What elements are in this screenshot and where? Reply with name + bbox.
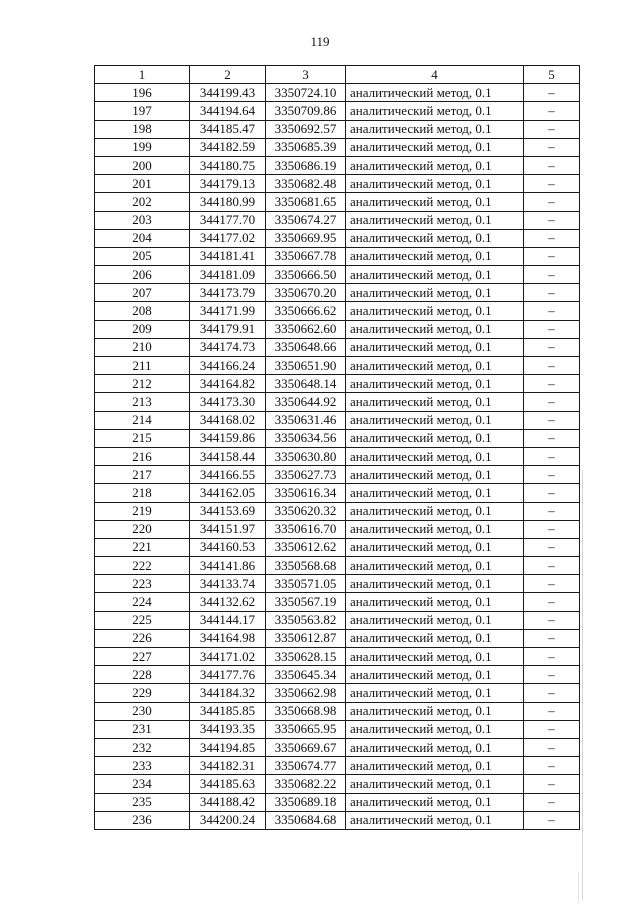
coordinates-table-container: [94, 65, 580, 830]
y-coordinate-cell: 3350681.65: [266, 193, 346, 211]
method-cell: аналитический метод, 0.1: [346, 84, 524, 102]
note-cell: –: [524, 520, 580, 538]
note-cell: –: [524, 629, 580, 647]
x-coordinate-cell: 344171.99: [190, 302, 266, 320]
x-coordinate-cell: 344200.24: [190, 811, 266, 829]
method-cell: аналитический метод, 0.1: [346, 357, 524, 375]
y-coordinate-cell: 3350620.32: [266, 502, 346, 520]
x-coordinate-cell: 344184.32: [190, 684, 266, 702]
table-row: [95, 575, 580, 593]
note-cell: –: [524, 302, 580, 320]
point-number-cell: 213: [95, 393, 190, 411]
method-cell: аналитический метод, 0.1: [346, 648, 524, 666]
method-cell: аналитический метод, 0.1: [346, 266, 524, 284]
y-coordinate-cell: 3350682.48: [266, 175, 346, 193]
table-row: [95, 247, 580, 265]
table-row: [95, 611, 580, 629]
y-coordinate-cell: 3350628.15: [266, 648, 346, 666]
x-coordinate-cell: 344177.76: [190, 666, 266, 684]
method-cell: аналитический метод, 0.1: [346, 320, 524, 338]
point-number-cell: 220: [95, 520, 190, 538]
table-row: [95, 284, 580, 302]
x-coordinate-cell: 344182.59: [190, 138, 266, 156]
note-cell: –: [524, 120, 580, 138]
point-number-cell: 221: [95, 538, 190, 556]
note-cell: –: [524, 466, 580, 484]
point-number-cell: 219: [95, 502, 190, 520]
method-cell: аналитический метод, 0.1: [346, 593, 524, 611]
note-cell: –: [524, 757, 580, 775]
point-number-cell: 201: [95, 175, 190, 193]
x-coordinate-cell: 344177.70: [190, 211, 266, 229]
note-cell: –: [524, 84, 580, 102]
y-coordinate-cell: 3350667.78: [266, 247, 346, 265]
table-row: [95, 338, 580, 356]
point-number-cell: 236: [95, 811, 190, 829]
table-row: [95, 429, 580, 447]
table-row: [95, 520, 580, 538]
point-number-cell: 223: [95, 575, 190, 593]
point-number-cell: 222: [95, 557, 190, 575]
y-coordinate-cell: 3350644.92: [266, 393, 346, 411]
method-cell: аналитический метод, 0.1: [346, 156, 524, 174]
method-cell: аналитический метод, 0.1: [346, 193, 524, 211]
point-number-cell: 215: [95, 429, 190, 447]
scan-edge-line-lower: [578, 872, 579, 902]
table-row: [95, 84, 580, 102]
note-cell: –: [524, 284, 580, 302]
method-cell: аналитический метод, 0.1: [346, 666, 524, 684]
x-coordinate-cell: 344180.75: [190, 156, 266, 174]
x-coordinate-cell: 344177.02: [190, 229, 266, 247]
note-cell: –: [524, 557, 580, 575]
method-cell: аналитический метод, 0.1: [346, 375, 524, 393]
point-number-cell: 228: [95, 666, 190, 684]
table-row: [95, 775, 580, 793]
method-cell: аналитический метод, 0.1: [346, 447, 524, 465]
table-row: [95, 175, 580, 193]
x-coordinate-cell: 344164.82: [190, 375, 266, 393]
y-coordinate-cell: 3350567.19: [266, 593, 346, 611]
table-row: [95, 648, 580, 666]
point-number-cell: 229: [95, 684, 190, 702]
method-cell: аналитический метод, 0.1: [346, 466, 524, 484]
y-coordinate-cell: 3350651.90: [266, 357, 346, 375]
x-coordinate-cell: 344153.69: [190, 502, 266, 520]
method-cell: аналитический метод, 0.1: [346, 338, 524, 356]
y-coordinate-cell: 3350645.34: [266, 666, 346, 684]
y-coordinate-cell: 3350669.67: [266, 738, 346, 756]
table-row: [95, 266, 580, 284]
y-coordinate-cell: 3350665.95: [266, 720, 346, 738]
table-row: [95, 738, 580, 756]
note-cell: –: [524, 575, 580, 593]
y-coordinate-cell: 3350630.80: [266, 447, 346, 465]
method-cell: аналитический метод, 0.1: [346, 302, 524, 320]
point-number-cell: 230: [95, 702, 190, 720]
method-cell: аналитический метод, 0.1: [346, 702, 524, 720]
method-cell: аналитический метод, 0.1: [346, 484, 524, 502]
method-cell: аналитический метод, 0.1: [346, 502, 524, 520]
point-number-cell: 202: [95, 193, 190, 211]
table-row: [95, 447, 580, 465]
table-row: [95, 538, 580, 556]
x-coordinate-cell: 344158.44: [190, 447, 266, 465]
note-cell: –: [524, 593, 580, 611]
method-cell: аналитический метод, 0.1: [346, 175, 524, 193]
y-coordinate-cell: 3350670.20: [266, 284, 346, 302]
table-row: [95, 357, 580, 375]
point-number-cell: 216: [95, 447, 190, 465]
note-cell: –: [524, 684, 580, 702]
x-coordinate-cell: 344174.73: [190, 338, 266, 356]
point-number-cell: 214: [95, 411, 190, 429]
note-cell: –: [524, 429, 580, 447]
note-cell: –: [524, 138, 580, 156]
y-coordinate-cell: 3350612.87: [266, 629, 346, 647]
point-number-cell: 200: [95, 156, 190, 174]
method-cell: аналитический метод, 0.1: [346, 520, 524, 538]
y-coordinate-cell: 3350684.68: [266, 811, 346, 829]
x-coordinate-cell: 344180.99: [190, 193, 266, 211]
x-coordinate-cell: 344164.98: [190, 629, 266, 647]
note-cell: –: [524, 411, 580, 429]
y-coordinate-cell: 3350616.34: [266, 484, 346, 502]
note-cell: –: [524, 738, 580, 756]
y-coordinate-cell: 3350662.60: [266, 320, 346, 338]
y-coordinate-cell: 3350631.46: [266, 411, 346, 429]
y-coordinate-cell: 3350682.22: [266, 775, 346, 793]
note-cell: –: [524, 775, 580, 793]
note-cell: –: [524, 375, 580, 393]
x-coordinate-cell: 344141.86: [190, 557, 266, 575]
y-coordinate-cell: 3350568.68: [266, 557, 346, 575]
method-cell: аналитический метод, 0.1: [346, 811, 524, 829]
method-cell: аналитический метод, 0.1: [346, 538, 524, 556]
y-coordinate-cell: 3350674.27: [266, 211, 346, 229]
note-cell: –: [524, 102, 580, 120]
note-cell: –: [524, 156, 580, 174]
y-coordinate-cell: 3350686.19: [266, 156, 346, 174]
point-number-cell: 211: [95, 357, 190, 375]
x-coordinate-cell: 344173.30: [190, 393, 266, 411]
y-coordinate-cell: 3350666.62: [266, 302, 346, 320]
method-cell: аналитический метод, 0.1: [346, 775, 524, 793]
x-coordinate-cell: 344166.24: [190, 357, 266, 375]
x-coordinate-cell: 344173.79: [190, 284, 266, 302]
note-cell: –: [524, 393, 580, 411]
x-coordinate-cell: 344194.64: [190, 102, 266, 120]
table-row: [95, 484, 580, 502]
method-cell: аналитический метод, 0.1: [346, 720, 524, 738]
y-coordinate-cell: 3350616.70: [266, 520, 346, 538]
x-coordinate-cell: 344151.97: [190, 520, 266, 538]
header-col-5: 5: [524, 66, 580, 84]
note-cell: –: [524, 793, 580, 811]
x-coordinate-cell: 344181.41: [190, 247, 266, 265]
note-cell: –: [524, 811, 580, 829]
x-coordinate-cell: 344166.55: [190, 466, 266, 484]
table-row: [95, 102, 580, 120]
table-row: [95, 302, 580, 320]
method-cell: аналитический метод, 0.1: [346, 429, 524, 447]
y-coordinate-cell: 3350612.62: [266, 538, 346, 556]
point-number-cell: 204: [95, 229, 190, 247]
note-cell: –: [524, 229, 580, 247]
point-number-cell: 227: [95, 648, 190, 666]
x-coordinate-cell: 344159.86: [190, 429, 266, 447]
point-number-cell: 208: [95, 302, 190, 320]
method-cell: аналитический метод, 0.1: [346, 611, 524, 629]
y-coordinate-cell: 3350666.50: [266, 266, 346, 284]
table-row: [95, 320, 580, 338]
point-number-cell: 197: [95, 102, 190, 120]
point-number-cell: 196: [95, 84, 190, 102]
method-cell: аналитический метод, 0.1: [346, 411, 524, 429]
method-cell: аналитический метод, 0.1: [346, 211, 524, 229]
point-number-cell: 235: [95, 793, 190, 811]
y-coordinate-cell: 3350674.77: [266, 757, 346, 775]
table-row: [95, 684, 580, 702]
x-coordinate-cell: 344188.42: [190, 793, 266, 811]
table-row: [95, 393, 580, 411]
y-coordinate-cell: 3350648.66: [266, 338, 346, 356]
method-cell: аналитический метод, 0.1: [346, 793, 524, 811]
x-coordinate-cell: 344168.02: [190, 411, 266, 429]
method-cell: аналитический метод, 0.1: [346, 629, 524, 647]
page-number: 119: [310, 34, 330, 49]
y-coordinate-cell: 3350563.82: [266, 611, 346, 629]
method-cell: аналитический метод, 0.1: [346, 102, 524, 120]
y-coordinate-cell: 3350685.39: [266, 138, 346, 156]
y-coordinate-cell: 3350689.18: [266, 793, 346, 811]
note-cell: –: [524, 611, 580, 629]
method-cell: аналитический метод, 0.1: [346, 229, 524, 247]
note-cell: –: [524, 648, 580, 666]
coordinates-table: [94, 65, 580, 830]
x-coordinate-cell: 344160.53: [190, 538, 266, 556]
x-coordinate-cell: 344162.05: [190, 484, 266, 502]
method-cell: аналитический метод, 0.1: [346, 138, 524, 156]
method-cell: аналитический метод, 0.1: [346, 557, 524, 575]
y-coordinate-cell: 3350668.98: [266, 702, 346, 720]
table-row: [95, 811, 580, 829]
y-coordinate-cell: 3350662.98: [266, 684, 346, 702]
header-col-1: 1: [95, 66, 190, 84]
note-cell: –: [524, 175, 580, 193]
x-coordinate-cell: 344185.47: [190, 120, 266, 138]
table-row: [95, 757, 580, 775]
note-cell: –: [524, 502, 580, 520]
note-cell: –: [524, 484, 580, 502]
x-coordinate-cell: 344185.85: [190, 702, 266, 720]
y-coordinate-cell: 3350627.73: [266, 466, 346, 484]
method-cell: аналитический метод, 0.1: [346, 684, 524, 702]
x-coordinate-cell: 344193.35: [190, 720, 266, 738]
note-cell: –: [524, 447, 580, 465]
table-row: [95, 138, 580, 156]
method-cell: аналитический метод, 0.1: [346, 120, 524, 138]
table-row: [95, 375, 580, 393]
x-coordinate-cell: 344182.31: [190, 757, 266, 775]
table-row: [95, 502, 580, 520]
table-row: [95, 666, 580, 684]
table-header: [95, 66, 580, 84]
point-number-cell: 226: [95, 629, 190, 647]
x-coordinate-cell: 344199.43: [190, 84, 266, 102]
note-cell: –: [524, 357, 580, 375]
table-row: [95, 793, 580, 811]
x-coordinate-cell: 344194.85: [190, 738, 266, 756]
point-number-cell: 212: [95, 375, 190, 393]
point-number-cell: 205: [95, 247, 190, 265]
y-coordinate-cell: 3350669.95: [266, 229, 346, 247]
table-row: [95, 120, 580, 138]
x-coordinate-cell: 344133.74: [190, 575, 266, 593]
y-coordinate-cell: 3350571.05: [266, 575, 346, 593]
scan-edge-line: [582, 470, 583, 900]
table-body: [95, 84, 580, 830]
x-coordinate-cell: 344179.91: [190, 320, 266, 338]
table-row: [95, 193, 580, 211]
header-row: [95, 66, 580, 84]
point-number-cell: 232: [95, 738, 190, 756]
point-number-cell: 233: [95, 757, 190, 775]
table-row: [95, 156, 580, 174]
method-cell: аналитический метод, 0.1: [346, 247, 524, 265]
point-number-cell: 210: [95, 338, 190, 356]
y-coordinate-cell: 3350648.14: [266, 375, 346, 393]
table-row: [95, 702, 580, 720]
point-number-cell: 199: [95, 138, 190, 156]
table-row: [95, 229, 580, 247]
note-cell: –: [524, 338, 580, 356]
note-cell: –: [524, 702, 580, 720]
note-cell: –: [524, 211, 580, 229]
table-row: [95, 557, 580, 575]
note-cell: –: [524, 193, 580, 211]
x-coordinate-cell: 344132.62: [190, 593, 266, 611]
point-number-cell: 207: [95, 284, 190, 302]
note-cell: –: [524, 266, 580, 284]
point-number-cell: 218: [95, 484, 190, 502]
point-number-cell: 231: [95, 720, 190, 738]
note-cell: –: [524, 320, 580, 338]
point-number-cell: 225: [95, 611, 190, 629]
point-number-cell: 209: [95, 320, 190, 338]
point-number-cell: 203: [95, 211, 190, 229]
x-coordinate-cell: 344171.02: [190, 648, 266, 666]
header-col-4: 4: [346, 66, 524, 84]
method-cell: аналитический метод, 0.1: [346, 575, 524, 593]
x-coordinate-cell: 344179.13: [190, 175, 266, 193]
table-row: [95, 466, 580, 484]
header-col-3: 3: [266, 66, 346, 84]
y-coordinate-cell: 3350709.86: [266, 102, 346, 120]
header-col-2: 2: [190, 66, 266, 84]
y-coordinate-cell: 3350724.10: [266, 84, 346, 102]
y-coordinate-cell: 3350634.56: [266, 429, 346, 447]
method-cell: аналитический метод, 0.1: [346, 284, 524, 302]
point-number-cell: 224: [95, 593, 190, 611]
note-cell: –: [524, 538, 580, 556]
method-cell: аналитический метод, 0.1: [346, 738, 524, 756]
point-number-cell: 206: [95, 266, 190, 284]
note-cell: –: [524, 720, 580, 738]
note-cell: –: [524, 666, 580, 684]
table-row: [95, 720, 580, 738]
method-cell: аналитический метод, 0.1: [346, 757, 524, 775]
method-cell: аналитический метод, 0.1: [346, 393, 524, 411]
point-number-cell: 217: [95, 466, 190, 484]
x-coordinate-cell: 344185.63: [190, 775, 266, 793]
table-row: [95, 629, 580, 647]
table-row: [95, 211, 580, 229]
y-coordinate-cell: 3350692.57: [266, 120, 346, 138]
point-number-cell: 234: [95, 775, 190, 793]
table-row: [95, 411, 580, 429]
note-cell: –: [524, 247, 580, 265]
x-coordinate-cell: 344144.17: [190, 611, 266, 629]
point-number-cell: 198: [95, 120, 190, 138]
x-coordinate-cell: 344181.09: [190, 266, 266, 284]
table-row: [95, 593, 580, 611]
